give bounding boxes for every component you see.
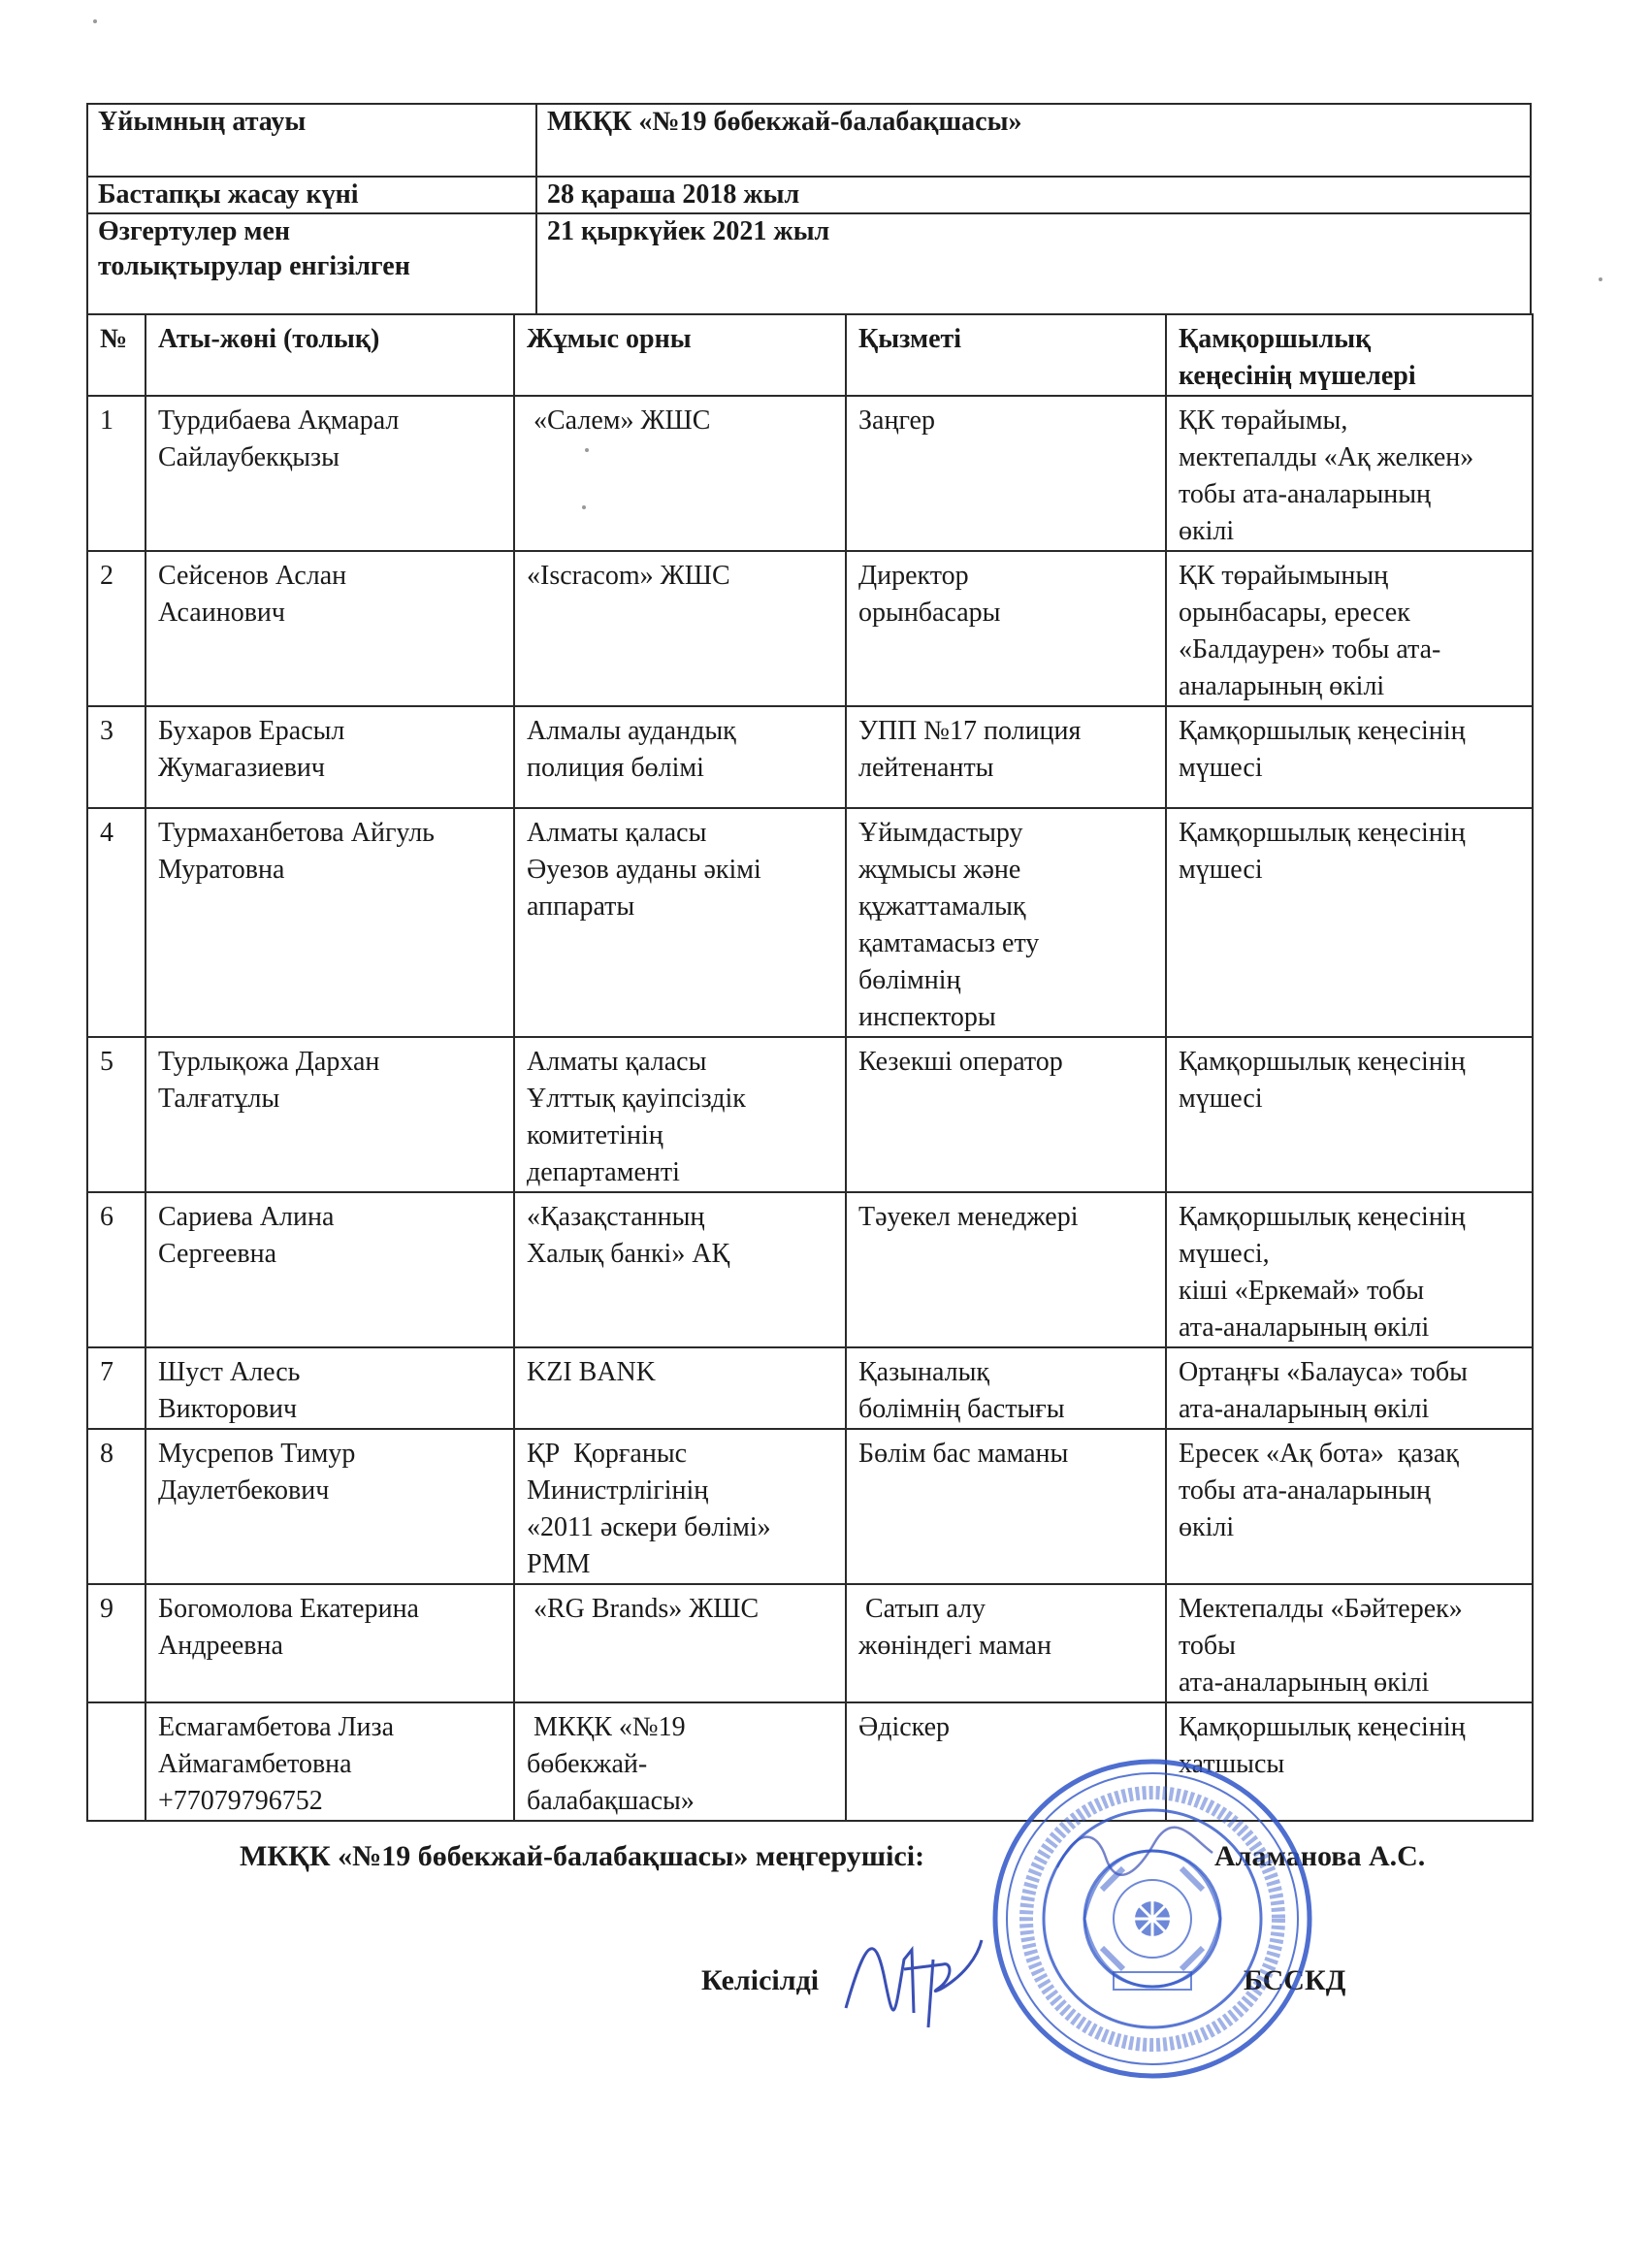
scan-speck: [1599, 277, 1602, 281]
members-table-body: [87, 396, 1533, 1821]
header-full-name: Аты-жөні (толық): [146, 314, 514, 396]
board-role-line: Қамқоршылық кеңесінің: [1179, 1202, 1466, 1232]
member-name-line: Сейсенов Аслан: [158, 561, 347, 591]
table-row: [87, 1429, 1533, 1584]
workplace-line: Әуезов ауданы әкімі: [527, 855, 761, 885]
row-number-cell: [87, 1702, 146, 1821]
member-name-line: Турлықожа Дархан: [158, 1047, 380, 1077]
workplace-line: «Қазақстанның: [527, 1202, 705, 1232]
workplace-line: бөбекжай-: [527, 1749, 648, 1779]
board-role-line: тобы: [1179, 1631, 1236, 1661]
workplace-line: РММ: [527, 1549, 591, 1579]
head-title: МКҚК «№19 бөбекжай-балабақшасы» меңгерушісі:: [240, 1840, 925, 1872]
workplace-cell: [514, 1702, 846, 1821]
member-name-line: Сариева Алина: [158, 1202, 335, 1232]
member-name-line: Аймагамбетовна: [158, 1749, 352, 1779]
table-row: [87, 1037, 1533, 1192]
workplace-cell: [514, 808, 846, 1037]
workplace-line: Алматы қаласы: [527, 818, 707, 848]
workplace-line: аппараты: [527, 891, 635, 922]
row-number-cell: 4: [87, 808, 146, 1037]
member-name-cell: [146, 1584, 514, 1702]
member-name-cell: [146, 1429, 514, 1584]
position-line: Қазыналық: [858, 1357, 990, 1387]
position-cell: [846, 1429, 1166, 1584]
position-cell: [846, 808, 1166, 1037]
workplace-line: KZI BANK: [527, 1357, 656, 1387]
member-name-line: Мусрепов Тимур: [158, 1439, 356, 1469]
member-name-line: Турдибаева Ақмарал: [158, 405, 400, 436]
position-cell: [846, 396, 1166, 551]
position-cell: [846, 1347, 1166, 1429]
member-name-cell: [146, 1037, 514, 1192]
member-name-line: Муратовна: [158, 855, 285, 885]
agreed-label: Келісілді: [701, 1964, 820, 1996]
board-role-line: Қамқоршылық кеңесінің: [1179, 1047, 1466, 1077]
member-name-line: +77079796752: [158, 1786, 323, 1816]
workplace-cell: [514, 396, 846, 551]
header-workplace: Жұмыс орны: [514, 314, 846, 396]
workplace-line: комитетінің: [527, 1120, 663, 1150]
member-name-cell: [146, 551, 514, 706]
changes-label-line: Өзгертулер мен: [98, 216, 291, 246]
row-number-cell: 7: [87, 1347, 146, 1429]
board-role-line: Қамқоршылық кеңесінің: [1179, 716, 1466, 746]
position-line: жөніндегі маман: [858, 1631, 1051, 1661]
board-role-line: аналарының өкілі: [1179, 671, 1385, 701]
member-name-line: Богомолова Екатерина: [158, 1594, 419, 1624]
workplace-line: «Iscracom» ЖШС: [527, 561, 730, 591]
board-role-line: Қамқоршылық кеңесінің: [1179, 1712, 1466, 1742]
board-role-line: ҚК төрайымы,: [1179, 405, 1348, 436]
board-role-cell: [1166, 706, 1533, 808]
member-name-cell: [146, 1192, 514, 1347]
position-line: Ұйымдастыру: [858, 818, 1023, 848]
board-role-line: мүшесі: [1179, 855, 1263, 885]
row-number-cell: 8: [87, 1429, 146, 1584]
workplace-cell: [514, 1584, 846, 1702]
workplace-cell: [514, 1192, 846, 1347]
member-name-line: Есмагамбетова Лиза: [158, 1712, 395, 1742]
workplace-line: Алматы қаласы: [527, 1047, 707, 1077]
board-role-line: ата-аналарының өкілі: [1179, 1394, 1430, 1424]
board-role-line: Ортаңғы «Балауса» тобы: [1179, 1357, 1468, 1387]
header-number: №: [87, 314, 146, 396]
member-name-cell: [146, 808, 514, 1037]
member-name-line: Андреевна: [158, 1631, 283, 1661]
row-number-cell: 3: [87, 706, 146, 808]
board-role-line: хатшысы: [1179, 1749, 1285, 1779]
head-name: Аламанова А.С.: [1214, 1840, 1426, 1872]
member-name-line: Жумагазиевич: [158, 753, 325, 783]
workplace-line: Халық банкі» АҚ: [527, 1239, 730, 1269]
board-role-cell: [1166, 1037, 1533, 1192]
position-line: болімнің бастығы: [858, 1394, 1065, 1424]
position-line: Әдіскер: [858, 1712, 951, 1742]
position-line: орынбасары: [858, 598, 1001, 628]
created-value: 28 қараша 2018 жыл: [536, 177, 1531, 213]
board-role-line: тобы ата-аналарының: [1179, 1475, 1432, 1506]
member-name-line: Шуст Алесь: [158, 1357, 301, 1387]
position-line: Сатып алу: [858, 1594, 986, 1624]
agreement-signature: [836, 1921, 991, 2037]
position-line: қамтамасыз ету: [858, 928, 1040, 958]
header-board-role-line: Қамқоршылық: [1179, 324, 1372, 354]
board-members-table: [86, 313, 1534, 1822]
member-name-line: Асаинович: [158, 598, 285, 628]
board-role-line: өкілі: [1179, 1512, 1235, 1542]
position-line: инспекторы: [858, 1002, 996, 1032]
board-role-line: мектепалды «Ақ желкен»: [1179, 442, 1474, 472]
workplace-line: Алмалы аудандық: [527, 716, 736, 746]
member-name-line: Бухаров Ерасыл: [158, 716, 345, 746]
member-name-cell: [146, 1347, 514, 1429]
position-line: Тәуекел менеджері: [858, 1202, 1079, 1232]
position-cell: [846, 1192, 1166, 1347]
position-line: Бөлім бас маманы: [858, 1439, 1069, 1469]
member-name-line: Талғатұлы: [158, 1084, 280, 1114]
position-cell: [846, 551, 1166, 706]
board-role-cell: [1166, 396, 1533, 551]
row-number-cell: 1: [87, 396, 146, 551]
workplace-line: балабақшасы»: [527, 1786, 695, 1816]
changes-label-line: толықтырулар енгізілген: [98, 251, 410, 281]
position-line: Кезекші оператор: [858, 1047, 1063, 1077]
workplace-cell: [514, 551, 846, 706]
info-row-created: [87, 177, 1531, 213]
board-role-cell: [1166, 551, 1533, 706]
info-row-changes: [87, 213, 1531, 314]
scan-speck: [582, 505, 586, 509]
position-cell: [846, 706, 1166, 808]
position-line: бөлімнің: [858, 965, 961, 995]
table-row: [87, 1347, 1533, 1429]
workplace-line: «Салем» ЖШС: [527, 405, 711, 436]
position-cell: [846, 1037, 1166, 1192]
board-role-line: ата-аналарының өкілі: [1179, 1668, 1430, 1698]
workplace-line: полиция бөлімі: [527, 753, 704, 783]
position-line: құжаттамалық: [858, 891, 1026, 922]
agreed-organization: БССКД: [1244, 1964, 1346, 1996]
board-role-cell: [1166, 1584, 1533, 1702]
row-number-cell: 6: [87, 1192, 146, 1347]
board-role-line: мүшесі: [1179, 1084, 1263, 1114]
table-row: [87, 551, 1533, 706]
header-position: Қызметі: [846, 314, 1166, 396]
member-name-line: Даулетбекович: [158, 1475, 330, 1506]
workplace-cell: [514, 1347, 846, 1429]
scan-speck: [93, 19, 97, 23]
header-board-role: [1166, 314, 1533, 396]
workplace-line: «2011 әскери бөлімі»: [527, 1512, 771, 1542]
member-name-cell: [146, 396, 514, 551]
board-role-line: Мектепалды «Бәйтерек»: [1179, 1594, 1463, 1624]
official-stamp: [987, 1754, 1317, 2084]
workplace-line: департаменті: [527, 1157, 680, 1187]
board-role-cell: [1166, 1192, 1533, 1347]
workplace-cell: [514, 1429, 846, 1584]
table-row: [87, 1192, 1533, 1347]
header-board-role-line: кеңесінің мүшелері: [1179, 361, 1416, 391]
member-name-cell: [146, 706, 514, 808]
board-role-line: «Балдаурен» тобы ата-: [1179, 634, 1441, 664]
organization-info-table: [86, 103, 1532, 315]
board-role-cell: [1166, 1347, 1533, 1429]
workplace-line: ҚР Қорғаныс: [527, 1439, 688, 1469]
org-value: МКҚК «№19 бөбекжай-балабақшасы»: [536, 104, 1531, 177]
workplace-cell: [514, 706, 846, 808]
board-role-cell: [1166, 808, 1533, 1037]
row-number-cell: 2: [87, 551, 146, 706]
workplace-line: Ұлттық қауіпсіздік: [527, 1084, 746, 1114]
member-name-line: Турмаханбетова Айгуль: [158, 818, 435, 848]
table-header-row: [87, 314, 1533, 396]
workplace-line: МКҚК «№19: [527, 1712, 686, 1742]
org-label: Ұйымның атауы: [87, 104, 536, 177]
table-row: [87, 808, 1533, 1037]
member-name-cell: [146, 1702, 514, 1821]
row-number-cell: 5: [87, 1037, 146, 1192]
board-role-line: Ересек «Ақ бота» қазақ: [1179, 1439, 1459, 1469]
board-role-cell: [1166, 1429, 1533, 1584]
board-role-line: мүшесі: [1179, 753, 1263, 783]
member-name-line: Викторович: [158, 1394, 298, 1424]
position-line: Заңгер: [858, 405, 935, 436]
row-number-cell: 9: [87, 1584, 146, 1702]
position-line: Директор: [858, 561, 969, 591]
member-name-line: Сергеевна: [158, 1239, 277, 1269]
board-role-line: кіші «Еркемай» тобы: [1179, 1276, 1425, 1306]
table-row: [87, 1584, 1533, 1702]
changes-value: 21 қыркүйек 2021 жыл: [536, 213, 1531, 314]
board-role-line: орынбасары, ересек: [1179, 598, 1410, 628]
board-role-line: өкілі: [1179, 516, 1235, 546]
info-row-organization: [87, 104, 1531, 177]
table-row: [87, 706, 1533, 808]
workplace-line: Министрлігінің: [527, 1475, 709, 1506]
member-name-line: Сайлаубекқызы: [158, 442, 340, 472]
scan-speck: [585, 448, 589, 452]
position-cell: [846, 1584, 1166, 1702]
workplace-line: «RG Brands» ЖШС: [527, 1594, 760, 1624]
workplace-cell: [514, 1037, 846, 1192]
created-label: Бастапқы жасау күні: [87, 177, 536, 213]
position-line: жұмысы және: [858, 855, 1021, 885]
table-row: [87, 396, 1533, 551]
board-role-line: тобы ата-аналарының: [1179, 479, 1432, 509]
board-role-line: ҚК төрайымының: [1179, 561, 1389, 591]
board-role-line: Қамқоршылық кеңесінің: [1179, 818, 1466, 848]
changes-label: [87, 213, 536, 314]
board-role-line: мүшесі,: [1179, 1239, 1270, 1269]
position-line: лейтенанты: [858, 753, 994, 783]
board-role-line: ата-аналарының өкілі: [1179, 1312, 1430, 1343]
position-line: УПП №17 полиция: [858, 716, 1082, 746]
